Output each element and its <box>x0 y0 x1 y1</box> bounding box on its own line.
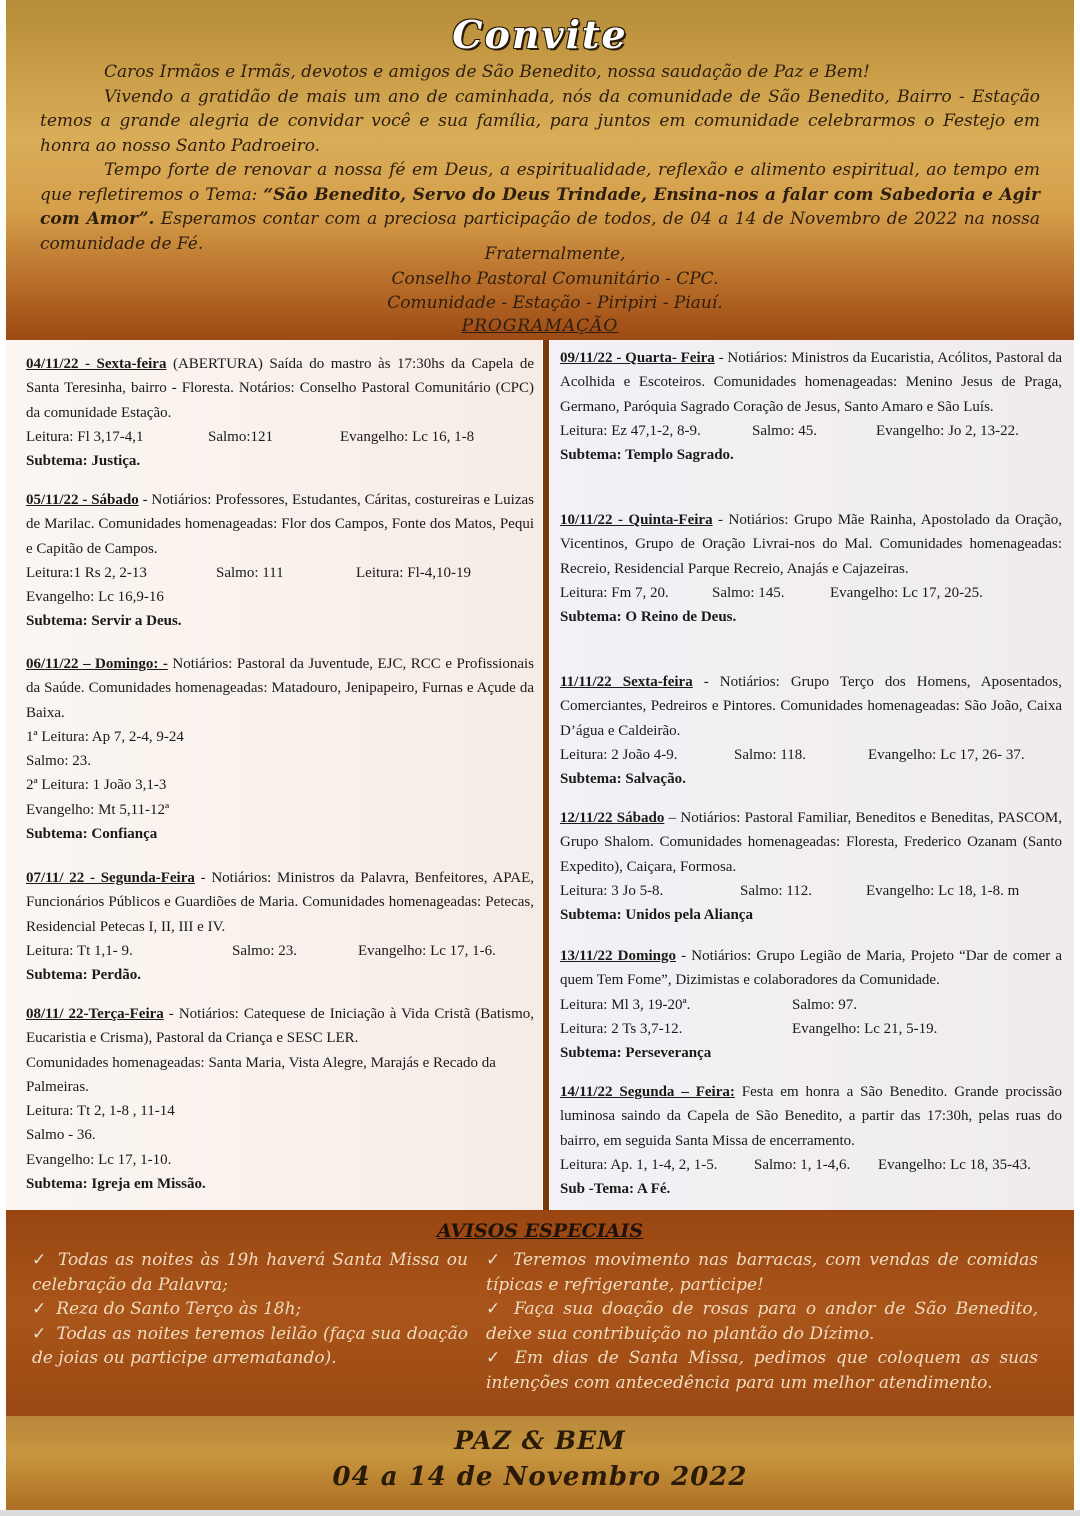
entry-psalm: Salmo: 23. <box>232 942 298 959</box>
program-entry-10-11 <box>560 508 1062 629</box>
entry-description: Festa em honra a São Benedito. Grande procissão luminosa saindo da Capela de São Benedito, a partir das 17:30h, pelas ruas do bairro, em seguida Santa Missa de encerramento. <box>560 1084 1062 1149</box>
entry-gospel: Evangelho: Lc 17, 1-10. <box>26 1151 172 1168</box>
notice-item <box>32 1322 468 1371</box>
check-icon: ✓ <box>32 1250 48 1270</box>
entry-description: - Notiários: Ministros da Palavra, Benfeitores, APAE, Funcionários Públicos e Guardiões de Maria. Comunidades homenageadas: Petecas, Residencial Petecas I, II, III e IV. <box>26 870 534 935</box>
entry-gospel: Evangelho: Jo 2, 13-22. <box>876 422 1019 439</box>
entry-subtheme: Subtema: Perdão. <box>26 967 141 984</box>
entry-description: - Notiários: Grupo Legião de Maria, Projeto “Dar de comer a quem Tem Fome”, Dizimistas e colaboradores da Comunidade. <box>560 948 1062 989</box>
entry-reading: Leitura:1 Rs 2, 2-13 <box>26 564 147 581</box>
check-icon: ✓ <box>486 1299 504 1319</box>
entry-gospel: Evangelho: Lc 16, 1-8 <box>340 428 475 445</box>
entry-date: 06/11/22 – Domingo: - <box>26 656 168 672</box>
invitation-paragraph: Vivendo a gratidão de mais um ano de caminhada, nós da comunidade de São Benedito, Bairro - Estação temos a grande alegria de convidar você e sua família, para juntos em comunidade celebrarmos o Festejo em honra ao nosso Santo Padroeiro. <box>40 86 1040 156</box>
program-entry-12-11 <box>560 806 1062 927</box>
program-heading: PROGRAMAÇÃO <box>461 316 619 336</box>
notice-item <box>486 1346 1038 1395</box>
program-entry-11-11 <box>560 670 1062 791</box>
entry-description: (ABERTURA) Saída do mastro às 17:30hs da Capela de Santa Teresinha, bairro - Floresta. Notários: Conselho Pastoral Comunitário (CPC) da comunidade Estação. <box>26 356 534 421</box>
entry-subtheme: Subtema: Salvação. <box>560 771 686 788</box>
entry-description: – Notiários: Pastoral Familiar, Beneditos e Beneditas, PASCOM, Grupo Shalom. Comunidades homenageadas: Floresta, Frederico Ozanam (Santo Expedito), Caiçara, Formosa. <box>560 810 1062 875</box>
entry-date: 10/11/22 - Quinta-Feira <box>560 512 713 528</box>
bottom-bar <box>0 1510 1080 1516</box>
entry-subtheme: Subtema: Perseverança <box>560 1045 712 1062</box>
notice-item <box>32 1297 468 1322</box>
theme-closing: Esperamos contar com a preciosa participação de todos, de 04 a 14 de Novembro de 2022 na nossa comunidade de Fé. <box>40 209 1040 254</box>
program-left-column <box>6 340 542 1210</box>
signature-community: Comunidade - Estação - Piripiri - Piauí. <box>387 293 723 313</box>
entry-subtheme: Subtema: Justiça. <box>26 453 141 470</box>
entry-psalm: Salmo: 1, 1-4,6. <box>754 1156 851 1173</box>
entry-reading-2: Leitura: Fl-4,10-19 <box>356 564 471 581</box>
notice-text: Teremos movimento nas barracas, com vendas de comidas típicas e refrigerante, participe! <box>486 1250 1038 1295</box>
notice-text: Faça sua doação de rosas para o andor de São Benedito, deixe sua contribuição no plantão do Dízimo. <box>486 1299 1038 1344</box>
entry-reading: Leitura: Tt 1,1- 9. <box>26 942 133 959</box>
notice-text: Em dias de Santa Missa, pedimos que coloquem as suas intenções com antecedência para um melhor atendimento. <box>486 1348 1038 1393</box>
column-divider <box>543 340 549 1210</box>
entry-psalm: Salmo: 111 <box>216 564 284 581</box>
invitation-flyer <box>6 0 1074 1510</box>
entry-reading-1: Leitura: Ml 3, 19-20ª. <box>560 996 691 1013</box>
entry-date: 11/11/22 Sexta-feira <box>560 674 693 690</box>
entry-reading: Leitura: Ez 47,1-2, 8-9. <box>560 422 701 439</box>
greeting-paragraph: Caros Irmãos e Irmãs, devotos e amigos de São Benedito, nossa saudação de Paz e Bem! <box>104 62 870 82</box>
entry-gospel: Evangelho: Lc 17, 20-25. <box>830 584 983 601</box>
entry-reading: Leitura: Ap. 1, 1-4, 2, 1-5. <box>560 1156 718 1173</box>
entry-psalm: Salmo:121 <box>208 428 274 445</box>
entry-subtheme: Subtema: Igreja em Missão. <box>26 1176 206 1193</box>
entry-psalm: Salmo: 45. <box>752 422 818 439</box>
entry-description: - Notiários: Grupo Terço dos Homens, Aposentados, Comerciantes, Pedreiros e Pintores. Comunidades homenageadas: São João, Caixa D’água e Caldeirão. <box>560 674 1062 739</box>
program-entry-09-11 <box>560 346 1062 467</box>
entry-gospel: Evangelho: Lc 16,9-16 <box>26 589 164 606</box>
entry-description: - Notiários: Grupo Mãe Rainha, Apostolado da Oração, Vicentinos, Grupo de Oração Livrai-nos do Mal. Comunidades homenageadas: Recreio, Residencial Parque Recreio, Anajás e Cajazeiras. <box>560 512 1062 577</box>
footer-dates: 04 a 14 de Novembro 2022 <box>332 1462 748 1492</box>
entry-subtheme: Subtema: O Reino de Deus. <box>560 609 737 626</box>
notice-item <box>32 1248 468 1297</box>
program-entry-08-11 <box>26 1002 534 1196</box>
footer-greeting: PAZ & BEM <box>454 1426 626 1455</box>
entry-subtheme: Subtema: Templo Sagrado. <box>560 447 734 464</box>
header-section <box>6 0 1074 340</box>
entry-date: 14/11/22 Segunda – Feira: <box>560 1084 735 1100</box>
entry-reading: Leitura: 2 João 4-9. <box>560 746 678 763</box>
notices-left-column <box>32 1248 468 1371</box>
entry-date: 12/11/22 Sábado <box>560 810 665 826</box>
entry-gospel: Evangelho: Lc 18, 1-8. m <box>866 882 1020 899</box>
notice-text: Todas as noites teremos leilão (faça sua doação de joias ou participe arrematando). <box>32 1323 468 1368</box>
program-section <box>6 340 1074 1210</box>
page-title: Convite <box>452 12 628 57</box>
check-icon: ✓ <box>486 1250 503 1270</box>
entry-gospel: Evangelho: Lc 17, 1-6. <box>358 942 496 959</box>
program-entry-05-11 <box>26 488 534 634</box>
entry-reading-2: Leitura: 2 Ts 3,7-12. <box>560 1020 683 1037</box>
notices-title: AVISOS ESPECIAIS <box>437 1220 643 1242</box>
entry-date: 08/11/ 22-Terça-Feira <box>26 1006 164 1022</box>
check-icon: ✓ <box>486 1348 505 1368</box>
intro-text <box>40 60 1040 256</box>
entry-gospel: Evangelho: Lc 18, 35-43. <box>878 1156 1031 1173</box>
entry-reading: Leitura: 3 Jo 5-8. <box>560 882 664 899</box>
check-icon: ✓ <box>32 1299 47 1319</box>
theme-intro: Tempo forte de renovar a nossa fé em Deus, a espiritualidade, reflexão e alimento espiritual, ao tempo em que refletiremos o Tema: <box>40 160 1040 205</box>
signature-greeting: Fraternalmente, <box>484 244 626 264</box>
entry-description: Notiários: Pastoral da Juventude, EJC, RCC e Profissionais da Saúde. Comunidades homenageadas: Matadouro, Jenipapeiro, Furnas e Açude da Baixa. <box>26 656 534 721</box>
entry-gospel: Evangelho: Lc 21, 5-19. <box>792 1020 938 1037</box>
entry-subtheme: Subtema: Unidos pela Aliança <box>560 907 753 924</box>
entry-date: 13/11/22 Domingo <box>560 948 676 964</box>
notice-item <box>486 1297 1038 1346</box>
program-entry-07-11 <box>26 866 534 987</box>
program-entry-14-11 <box>560 1080 1062 1201</box>
entry-psalm: Salmo: 145. <box>712 584 785 601</box>
entry-honored-communities: Comunidades homenageadas: Santa Maria, Vista Alegre, Marajás e Recado da Palmeiras. <box>26 1054 496 1095</box>
program-entry-04-11 <box>26 352 534 473</box>
theme-title: “São Benedito, Servo do Deus Trindade, Ensina-nos a falar com Sabedoria e Agir com Amor”. <box>40 184 1040 229</box>
entry-date: 04/11/22 - Sexta-feira <box>26 356 167 372</box>
entry-description: - Notiários: Professores, Estudantes, Cáritas, costureiras e Luizas de Marilac. Comunidades homenageadas: Flor dos Campos, Fonte dos Matos, Pequi e Capitão de Campos. <box>26 492 535 557</box>
entry-subtheme: Sub -Tema: A Fé. <box>560 1181 671 1198</box>
entry-psalm: Salmo - 36. <box>26 1127 96 1144</box>
footer-section <box>6 1416 1074 1510</box>
entry-subtheme: Subtema: Servir a Deus. <box>26 613 182 630</box>
entry-reading: Leitura: Fl 3,17-4,1 <box>26 428 144 445</box>
entry-reading-2: 2ª Leitura: 1 João 3,1-3 <box>26 777 167 794</box>
notice-text: Reza do Santo Terço às 18h; <box>56 1299 302 1319</box>
entry-psalm: Salmo: 23. <box>26 753 92 770</box>
entry-date: 09/11/22 - Quarta- Feira <box>560 350 715 366</box>
signature-council: Conselho Pastoral Comunitário - CPC. <box>391 268 719 289</box>
entry-reading: Leitura: Fm 7, 20. <box>560 584 669 601</box>
entry-reading-1: 1ª Leitura: Ap 7, 2-4, 9-24 <box>26 728 184 745</box>
notice-text: Todas as noites às 19h haverá Santa Missa ou celebração da Palavra; <box>32 1250 468 1295</box>
entry-description: - Notiários: Catequese de Iniciação à Vida Cristã (Batismo, Eucaristia e Crisma), Pastoral da Criança e SESC LER. <box>26 1006 535 1047</box>
check-icon: ✓ <box>32 1323 47 1344</box>
signature-block <box>6 242 1074 316</box>
notices-right-column <box>486 1248 1038 1395</box>
entry-date: 05/11/22 - Sábado <box>26 492 139 508</box>
program-entry-06-11 <box>26 652 534 846</box>
program-entry-13-11 <box>560 944 1062 1065</box>
entry-description: - Notiários: Ministros da Eucaristia, Acólitos, Pastoral da Acolhida e Escoteiros. Comunidades homenageadas: Menino Jesus de Praga, Germano, Paróquia Sagrado Coração de Jesus, Santo Amaro e São Luís. <box>560 350 1062 415</box>
entry-subtheme: Subtema: Confiança <box>26 826 158 843</box>
entry-psalm: Salmo: 118. <box>734 746 806 763</box>
entry-gospel: Evangelho: Mt 5,11-12ª <box>26 801 170 818</box>
special-notices-section <box>6 1210 1074 1416</box>
entry-psalm: Salmo: 97. <box>792 996 858 1013</box>
entry-reading: Leitura: Tt 2, 1-8 , 11-14 <box>26 1103 175 1120</box>
entry-gospel: Evangelho: Lc 17, 26- 37. <box>868 746 1025 763</box>
program-right-column <box>550 340 1074 1210</box>
notice-item <box>486 1248 1038 1297</box>
entry-psalm: Salmo: 112. <box>740 882 812 899</box>
entry-date: 07/11/ 22 - Segunda-Feira <box>26 870 195 886</box>
